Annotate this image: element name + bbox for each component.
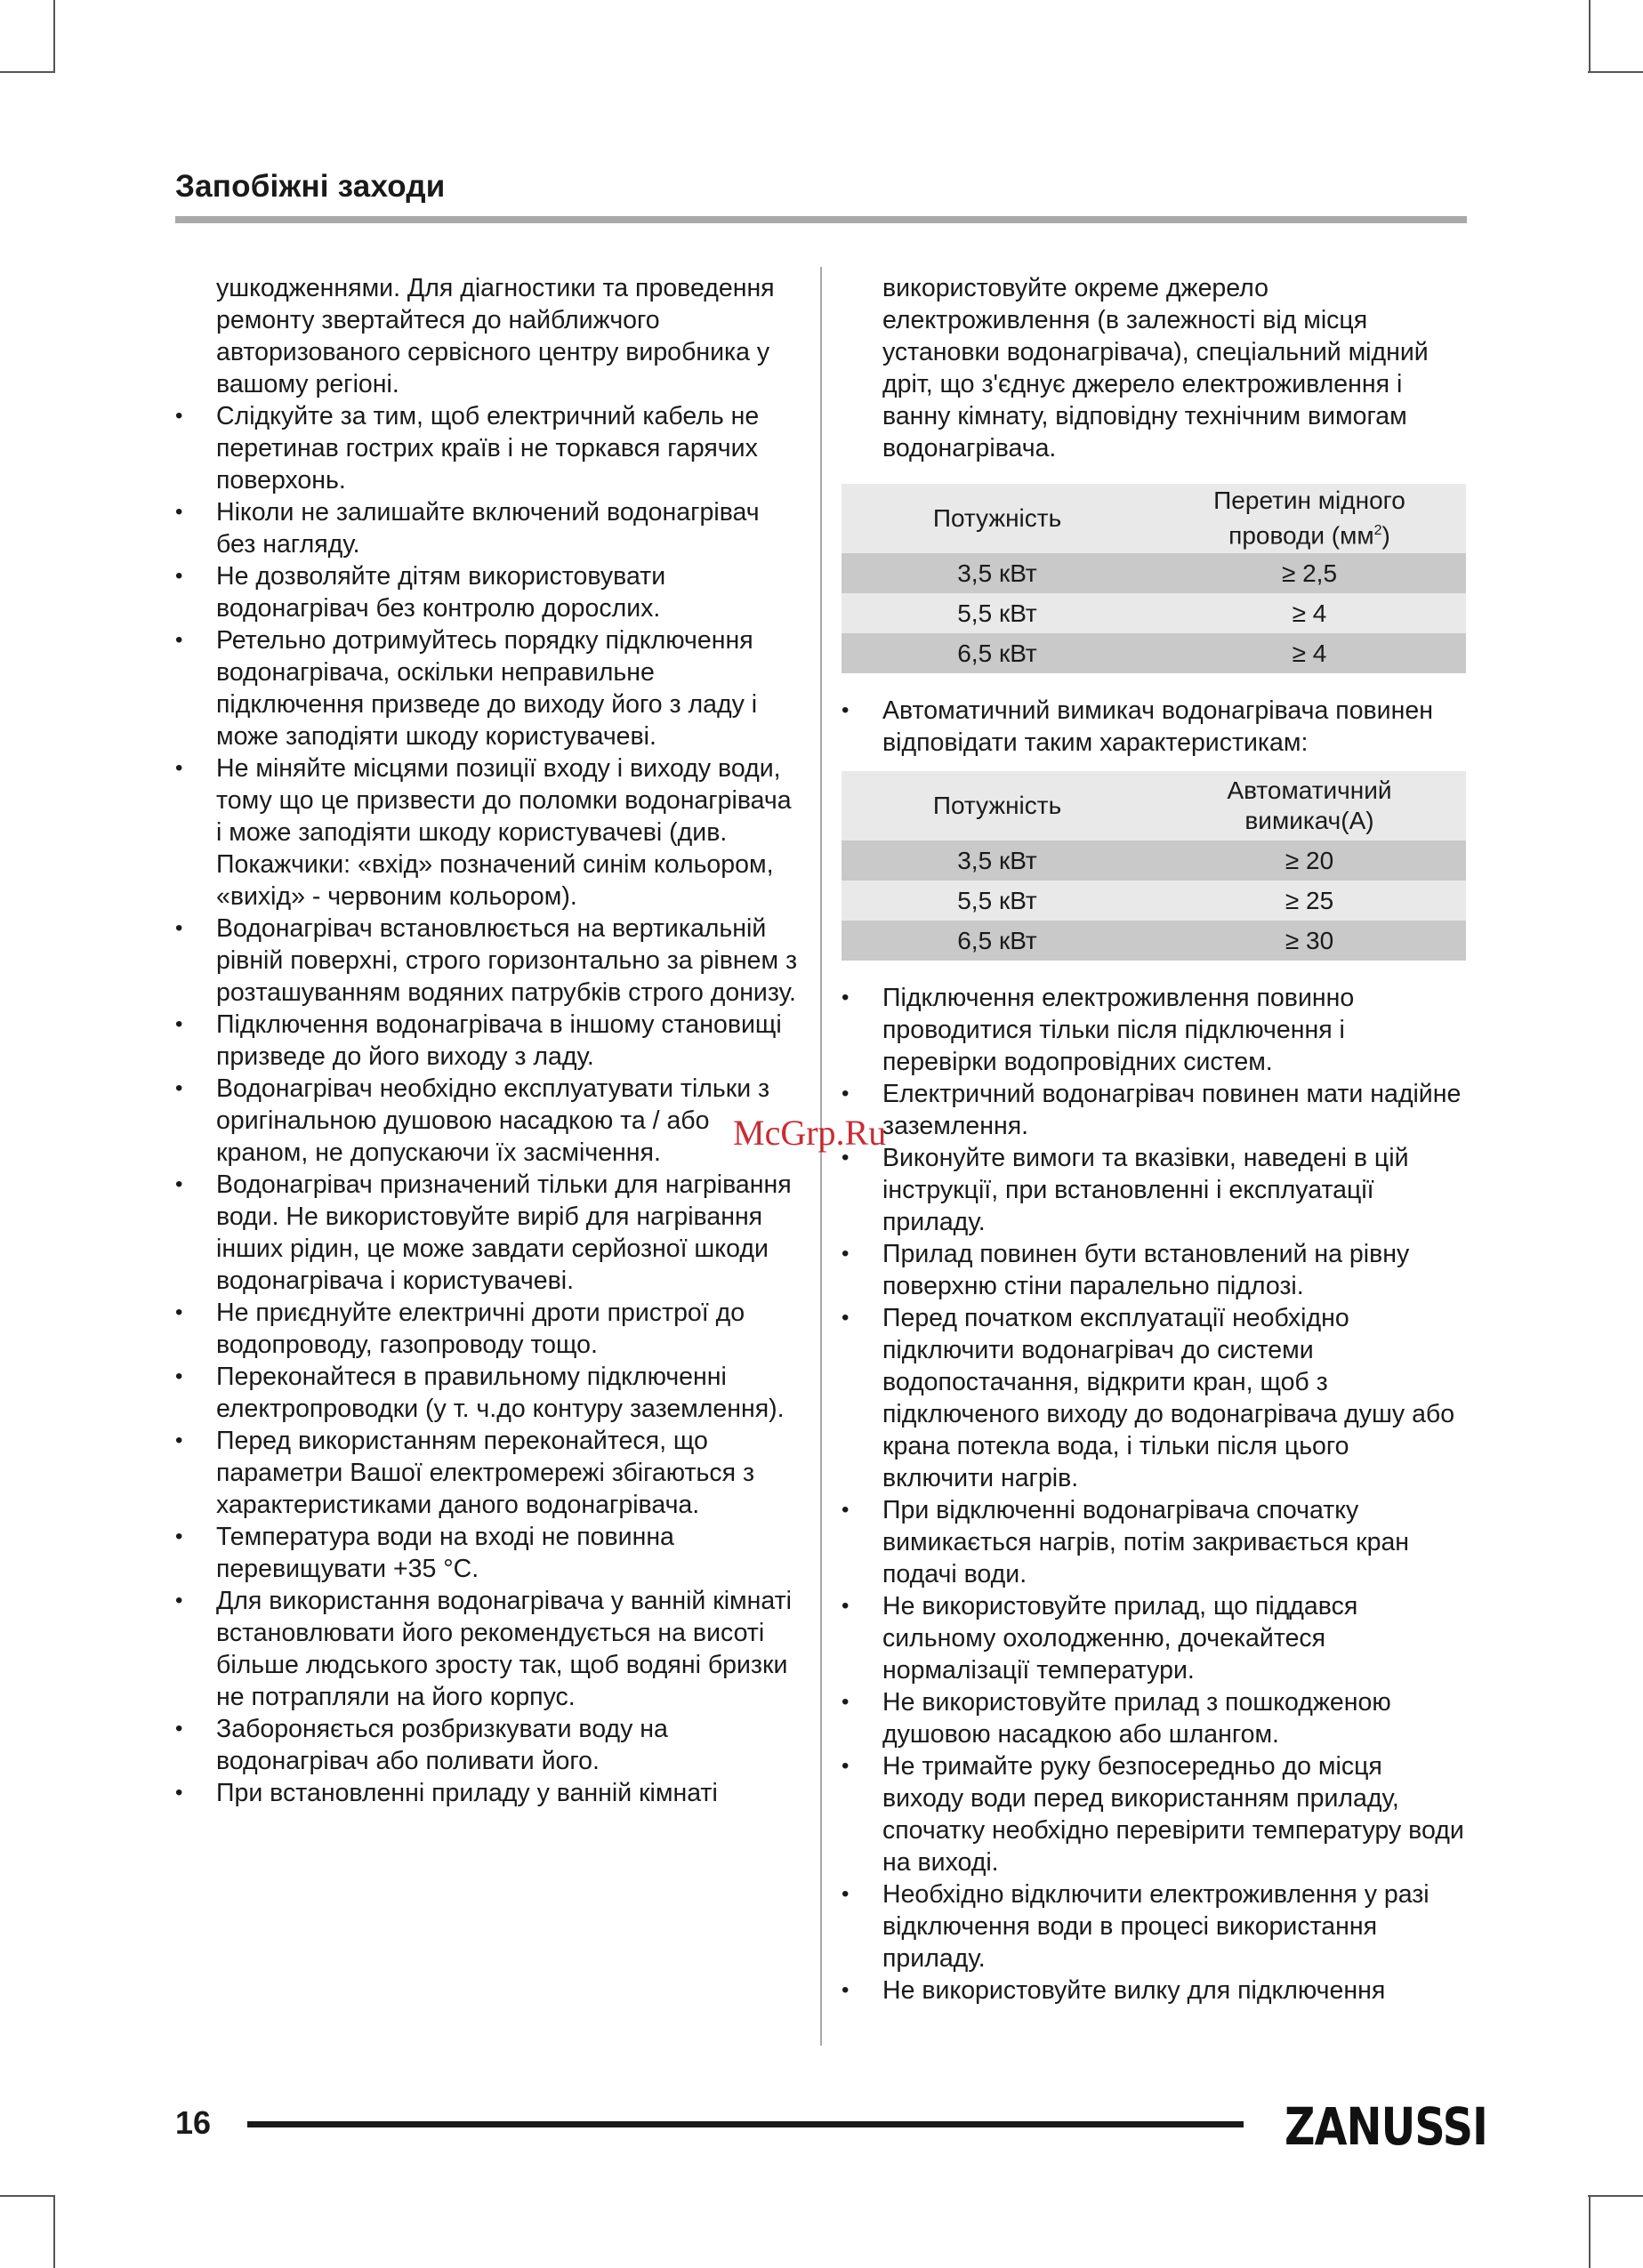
safety-list bbox=[175, 400, 798, 1809]
safety-list bbox=[842, 982, 1466, 2007]
list-item: • Не використовуйте прилад з пошкодженою душовою насадкою або шлангом. bbox=[842, 1686, 1466, 1750]
table-cell: ≥ 4 bbox=[1153, 593, 1466, 633]
superscript: 2 bbox=[1373, 523, 1382, 539]
page-title: Запобіжні заходи bbox=[175, 169, 446, 204]
table-header-power: Потужність bbox=[842, 771, 1153, 840]
list-item: • Не міняйте місцями позиції входу і виходу води, тому що це призвести до поломки водонагрівача і може заподіяти шкоду користувачеві (див. Покажчики: «вхід» позначений синім кольором, «вихід» - червоним кольором). bbox=[175, 752, 798, 913]
list-item: • Прилад повинен бути встановлений на рівну поверхню стіни паралельно підлозі. bbox=[842, 1238, 1466, 1302]
crop-mark bbox=[1589, 0, 1591, 73]
list-item: • Забороняється розбризкувати воду на водонагрівач або поливати його. bbox=[175, 1713, 798, 1777]
header-text: вимикач(А) bbox=[1244, 807, 1374, 834]
crop-mark bbox=[53, 2195, 55, 2268]
list-item: • При відключенні водонагрівача спочатку вимикається нагрів, потім закривається кран подачі води. bbox=[842, 1494, 1466, 1590]
crop-mark bbox=[0, 71, 55, 73]
table-row bbox=[842, 593, 1466, 633]
list-item: • Не використовуйте вилку для підключення bbox=[842, 1974, 1466, 2007]
crop-mark bbox=[53, 0, 55, 73]
footer-divider bbox=[247, 2121, 1244, 2127]
list-item: • Не дозволяйте дітям використовувати водонагрівач без контролю дорослих. bbox=[175, 560, 798, 624]
column-divider bbox=[820, 267, 822, 2046]
list-item: • Підключення водонагрівача в іншому становищі призведе до його виходу з ладу. bbox=[175, 1009, 798, 1073]
crop-mark bbox=[1588, 71, 1643, 73]
continuation-text: ушкодженнями. Для діагностики та проведення ремонту звертайтеся до найближчого авторизованого сервісного центру виробника у вашому регіоні. bbox=[216, 274, 775, 398]
watermark: McGrp.Ru bbox=[733, 1113, 887, 1153]
breaker-intro-list bbox=[842, 695, 1466, 759]
table-cell: 5,5 кВт bbox=[842, 881, 1153, 921]
list-item: • Водонагрівач призначений тільки для нагрівання води. Не використовуйте виріб для нагрівання інших рідин, це може завдати серйозної шкоди водонагрівача і користувачеві. bbox=[175, 1169, 798, 1297]
header-text: проводи (мм bbox=[1228, 521, 1374, 550]
list-item: • Слідкуйте за тим, щоб електричний кабель не перетинав гострих країв і не торкався гарячих поверхонь. bbox=[175, 400, 798, 496]
list-item: • Для використання водонагрівача у ванній кімнаті встановлювати його рекомендується на висоті більше людського зросту так, щоб водяні бризки не потрапляли на його корпус. bbox=[175, 1585, 798, 1713]
list-item: • Ніколи не залишайте включений водонагрівач без нагляду. bbox=[175, 496, 798, 560]
header-text: Автоматичний bbox=[1227, 776, 1392, 804]
list-item: • При встановленні приладу у ванній кімнаті bbox=[175, 1777, 798, 1809]
list-item: • Не приєднуйте електричні дроти пристрої до водопроводу, газопроводу тощо. bbox=[175, 1297, 798, 1361]
title-divider bbox=[175, 216, 1467, 223]
list-item: • Температура води на вході не повинна перевищувати +35 °С. bbox=[175, 1521, 798, 1585]
table-cell: 3,5 кВт bbox=[842, 840, 1153, 881]
table-row bbox=[842, 840, 1466, 881]
list-item: • Виконуйте вимоги та вказівки, наведені в цій інструкції, при встановленні і експлуатації приладу. bbox=[842, 1142, 1466, 1238]
table-row bbox=[842, 881, 1466, 921]
list-item: • Необхідно відключити електроживлення у разі відключення води в процесі використання приладу. bbox=[842, 1878, 1466, 1974]
list-item: • Перед початком експлуатації необхідно підключити водонагрівач до системи водопостачання, відкрити кран, щоб з підключеного виходу до водонагрівача душу або крана потекла вода, і тільки після цього включити нагрів. bbox=[842, 1302, 1466, 1494]
table-cell: ≥ 25 bbox=[1153, 881, 1466, 921]
table-cell: ≥ 30 bbox=[1153, 921, 1466, 961]
table-row bbox=[842, 553, 1466, 593]
list-item: • Ретельно дотримуйтесь порядку підключення водонагрівача, оскільки неправильне підключення призведе до виходу його з ладу і може заподіяти шкоду користувачеві. bbox=[175, 624, 798, 752]
crop-mark bbox=[1588, 2195, 1643, 2197]
list-item: • Перед використанням переконайтеся, що параметри Вашої електромережі збігаються з характеристиками даного водонагрівача. bbox=[175, 1425, 798, 1521]
list-item: • Підключення електроживлення повинно проводитися тільки після підключення і перевірки водопровідних систем. bbox=[842, 982, 1466, 1078]
table-row bbox=[842, 921, 1466, 961]
table-header-breaker bbox=[1153, 771, 1466, 840]
brand-logo: ZANUSSI bbox=[1285, 2096, 1488, 2157]
left-column bbox=[175, 272, 798, 1809]
table-cell: ≥ 20 bbox=[1153, 840, 1466, 881]
list-item: • Водонагрівач встановлюється на вертикальній рівній поверхні, строго горизонтально за рівнем з розташуванням водяних патрубків строго донизу. bbox=[175, 913, 798, 1009]
table-cell: 5,5 кВт bbox=[842, 593, 1153, 633]
list-item: • Переконайтеся в правильному підключенні електропроводки (у т. ч.до контуру заземлення). bbox=[175, 1361, 798, 1425]
table-row bbox=[842, 633, 1466, 673]
table-cell: ≥ 2,5 bbox=[1153, 553, 1466, 593]
header-text: Перетин мідного bbox=[1213, 487, 1405, 515]
header-text: ) bbox=[1381, 521, 1390, 550]
table-cell: 6,5 кВт bbox=[842, 633, 1153, 673]
crop-mark bbox=[1589, 2195, 1591, 2268]
table-cell: 6,5 кВт bbox=[842, 921, 1153, 961]
continuation-text: використовуйте окреме джерело електроживлення (в залежності від місця установки водонагрівача), спеціальний мідний дріт, що з'єднує джерело електроживлення і ванну кімнату, відповідну технічним вимогам водонагрівача. bbox=[882, 274, 1429, 462]
list-item: • Автоматичний вимикач водонагрівача повинен відповідати таким характеристикам: bbox=[842, 695, 1466, 759]
list-item: • Водонагрівач необхідно експлуатувати тільки з оригінальною душовою насадкою та / або краном, не допускаючи їх засмічення. bbox=[175, 1073, 798, 1169]
list-item: • Не тримайте руку безпосередньо до місця виходу води перед використанням приладу, спочатку необхідно перевірити температуру води на виході. bbox=[842, 1750, 1466, 1878]
table-header-power: Потужність bbox=[842, 484, 1153, 553]
list-item: • Електричний водонагрівач повинен мати надійне заземлення. bbox=[842, 1078, 1466, 1142]
table-header-wire-section bbox=[1153, 484, 1466, 553]
list-item: • Не використовуйте прилад, що піддався сильному охолодженню, дочекайтеся нормалізації температури. bbox=[842, 1590, 1466, 1686]
table-cell: 3,5 кВт bbox=[842, 553, 1153, 593]
wire-section-table bbox=[842, 484, 1466, 673]
crop-mark bbox=[0, 2195, 55, 2197]
table-cell: ≥ 4 bbox=[1153, 633, 1466, 673]
page-number: 16 bbox=[175, 2104, 212, 2141]
right-column bbox=[842, 272, 1466, 2007]
breaker-table bbox=[842, 771, 1466, 961]
